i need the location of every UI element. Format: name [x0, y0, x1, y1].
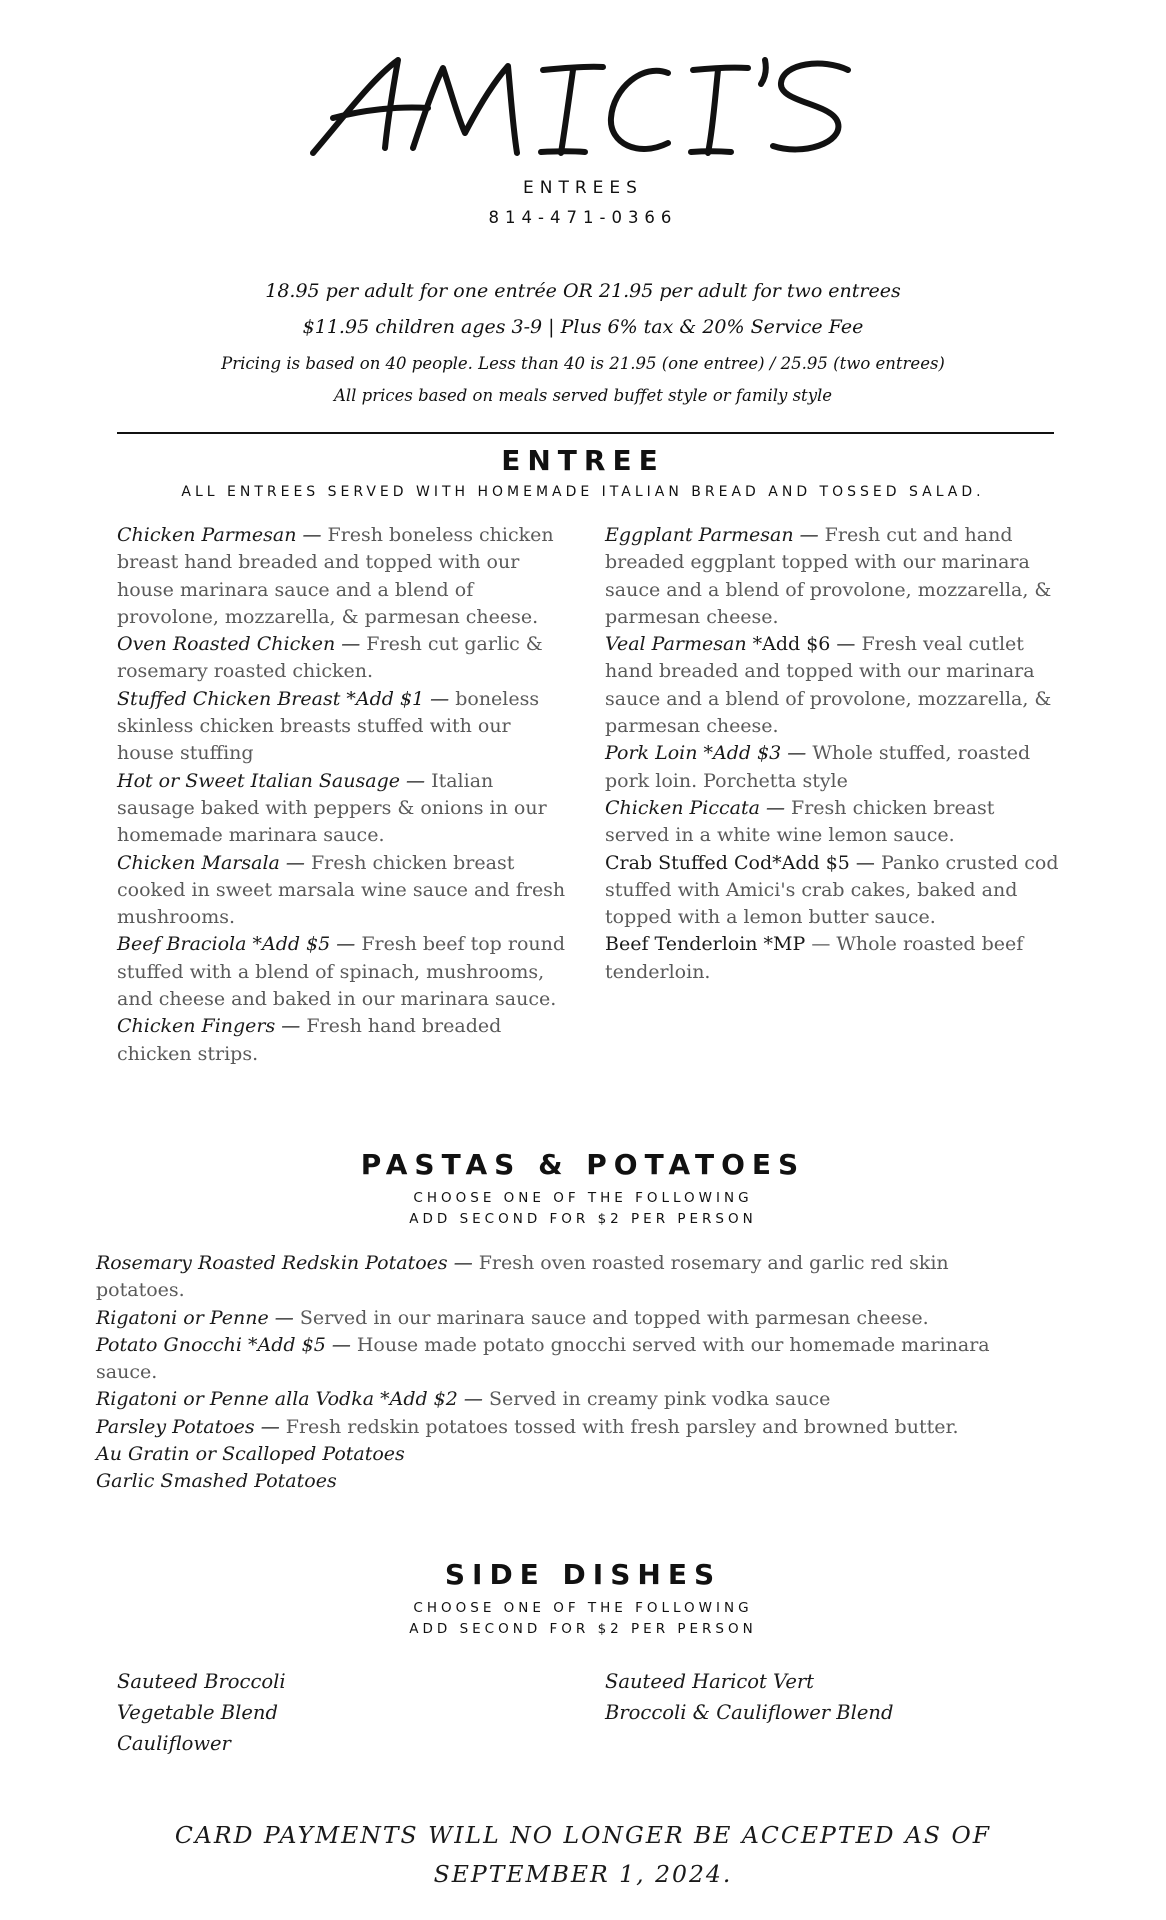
menu-item-name: Parsley Potatoes — [96, 1415, 280, 1438]
menu-item-description: Fresh chicken breast served in a white wine lemon sauce. [605, 796, 995, 847]
menu-item-description: Fresh chicken breast cooked in sweet marsala wine sauce and fresh mushrooms. [117, 851, 566, 929]
pricing-line-4: All prices based on meals served buffet style or family style [333, 386, 833, 405]
menu-item-name: Au Gratin or Scalloped Potatoes [96, 1443, 405, 1466]
menu-item-description: Whole stuffed, roasted pork loin. Porchetta style [605, 742, 1031, 792]
menu-item-name: Garlic Smashed Potatoes [96, 1470, 337, 1493]
menu-item-description: Italian sausage baked with peppers & onions in our homemade marinara sauce. [117, 769, 547, 847]
menu-item-description: Served in our marinara sauce and topped with parmesan cheese. [293, 1306, 929, 1329]
payment-notice [0, 1816, 1166, 1894]
menu-item-name: Veal Parmesan [605, 633, 747, 656]
menu-item-description: — Whole roasted beef tenderloin. [605, 933, 1024, 983]
menu-item-description: House made potato gnocchi served with our homemade marinara sauce. [96, 1333, 990, 1384]
pricing-line-1: 18.95 per adult for one entrée OR 21.95 per adult for two entrees [265, 280, 901, 302]
menu-item [96, 1332, 1026, 1387]
menu-item-name: Rigatoni or Penne — [96, 1306, 294, 1329]
entree-right-column [605, 522, 1060, 986]
menu-item-description: Fresh cut and hand breaded eggplant topped with our marinara sauce and a blend of provolone, mozzarella, & parmesan cheese. [605, 524, 1052, 628]
menu-item [117, 522, 567, 631]
entree-left-column [117, 522, 567, 1068]
entree-subtitle: ALL ENTREES SERVED WITH HOMEMADE ITALIAN BREAD AND TOSSED SALAD. [181, 484, 985, 500]
side-dish-item: Cauliflower [117, 1732, 231, 1755]
menu-item-name: Crab Stuffed Cod*Add $5 — [605, 851, 875, 874]
sides-title: SIDE DISHES [444, 1558, 722, 1591]
menu-item [605, 631, 1060, 740]
menu-item-name: Chicken Piccata — [605, 796, 785, 819]
payment-notice-line-2: SEPTEMBER 1, 2024. [433, 1860, 733, 1888]
menu-item [605, 795, 1060, 850]
menu-item-name: Hot or Sweet Italian Sausage — [117, 769, 426, 792]
side-dish-item: Vegetable Blend [117, 1701, 278, 1724]
side-dish-item: Broccoli & Cauliflower Blend [605, 1701, 894, 1724]
menu-item-description: Fresh veal cutlet hand breaded and topped with our marinara sauce and a blend of provolone, mozzarella, & parmesan cheese. [605, 633, 1052, 738]
pastas-subtitle-2: ADD SECOND FOR $2 PER PERSON [409, 1211, 757, 1227]
sides-right-column [605, 1666, 1045, 1728]
menu-item-description: Panko crusted cod stuffed with Amici's crab cakes, baked and topped with a lemon butter sauce. [605, 851, 1059, 929]
menu-item-description: Fresh hand breaded chicken strips. [117, 1015, 502, 1065]
menu-item-name: Rigatoni or Penne alla Vodka *Add $2 — [96, 1388, 483, 1411]
phone-number: 814-471-0366 [488, 208, 678, 227]
menu-item-name: Pork Loin *Add $3 — [605, 742, 807, 765]
side-dish-item: Sauteed Haricot Vert [605, 1670, 815, 1693]
menu-item-description: Fresh oven roasted rosemary and garlic red skin potatoes. [96, 1252, 949, 1302]
menu-item-description: Fresh redskin potatoes tossed with fresh parsley and browned butter. [279, 1415, 959, 1438]
menu-item [96, 1250, 1026, 1305]
sides-left-column [117, 1666, 557, 1759]
entree-title: ENTREE [501, 444, 665, 477]
menu-item-name: Eggplant Parmesan — [605, 524, 819, 546]
pricing-line-3: Pricing is based on 40 people. Less than 40 is 21.95 (one entree) / 25.95 (two entrees) [221, 354, 945, 373]
amicis-logo [0, 48, 1166, 168]
sides-subtitle-1: CHOOSE ONE OF THE FOLLOWING [413, 1600, 753, 1616]
menu-item-name: Chicken Fingers — [117, 1015, 301, 1038]
pastas-subtitle-1: CHOOSE ONE OF THE FOLLOWING [413, 1190, 753, 1206]
menu-item [96, 1441, 1026, 1468]
menu-item [96, 1414, 1026, 1441]
menu-item [605, 850, 1060, 932]
menu-item-name: Stuffed Chicken Breast *Add $1 — [117, 687, 450, 710]
menu-item [117, 631, 567, 686]
menu-item [605, 522, 1060, 631]
pastas-title: PASTAS & POTATOES [360, 1148, 806, 1181]
menu-item-name: Potato Gnocchi *Add $5 — [96, 1333, 351, 1356]
menu-item-price-note: *Add $6 — [746, 633, 856, 656]
menu-item-description: Served in creamy pink vodka sauce [482, 1388, 831, 1411]
menu-item-name: Beef Tenderloin *MP [605, 933, 806, 956]
menu-item-description: Fresh beef top round stuffed with a blend of spinach, mushrooms, and cheese and baked in our marinara sauce. [117, 933, 566, 1011]
menu-item [117, 768, 567, 850]
menu-item [117, 850, 567, 932]
menu-item [117, 1013, 567, 1068]
section-divider [117, 432, 1054, 434]
menu-item-name: Chicken Parmesan — [117, 524, 322, 546]
payment-notice-line-1: CARD PAYMENTS WILL NO LONGER BE ACCEPTED AS OF [174, 1821, 992, 1849]
menu-item-name: Rosemary Roasted Redskin Potatoes — [96, 1252, 473, 1274]
menu-item [117, 686, 567, 768]
menu-item [96, 1468, 1026, 1495]
menu-item [605, 740, 1060, 795]
menu-item-description: boneless skinless chicken breasts stuffed with our house stuffing [117, 687, 540, 765]
menu-subtitle: ENTREES [523, 178, 643, 198]
menu-item-description: Fresh boneless chicken breast hand breaded and topped with our house marinara sauce and a blend of provolone, mozzarella, & parmesan cheese. [117, 524, 554, 628]
sides-subtitle-2: ADD SECOND FOR $2 PER PERSON [409, 1621, 757, 1637]
menu-item-name: Chicken Marsala — [117, 851, 305, 874]
menu-item-name: Oven Roasted Chicken — [117, 633, 361, 656]
amicis-logo-script [303, 48, 863, 168]
pricing-line-2: $11.95 children ages 3-9 | Plus 6% tax & 20% Service Fee [302, 316, 864, 338]
menu-item [605, 931, 1060, 986]
menu-item-name: Beef Braciola *Add $5 — [117, 933, 356, 956]
side-dish-item: Sauteed Broccoli [117, 1670, 286, 1693]
menu-item [96, 1305, 1026, 1332]
menu-item-description: Fresh cut garlic & rosemary roasted chicken. [117, 633, 543, 683]
menu-item [96, 1386, 1026, 1413]
pastas-list [96, 1250, 1026, 1496]
menu-item [117, 931, 567, 1013]
